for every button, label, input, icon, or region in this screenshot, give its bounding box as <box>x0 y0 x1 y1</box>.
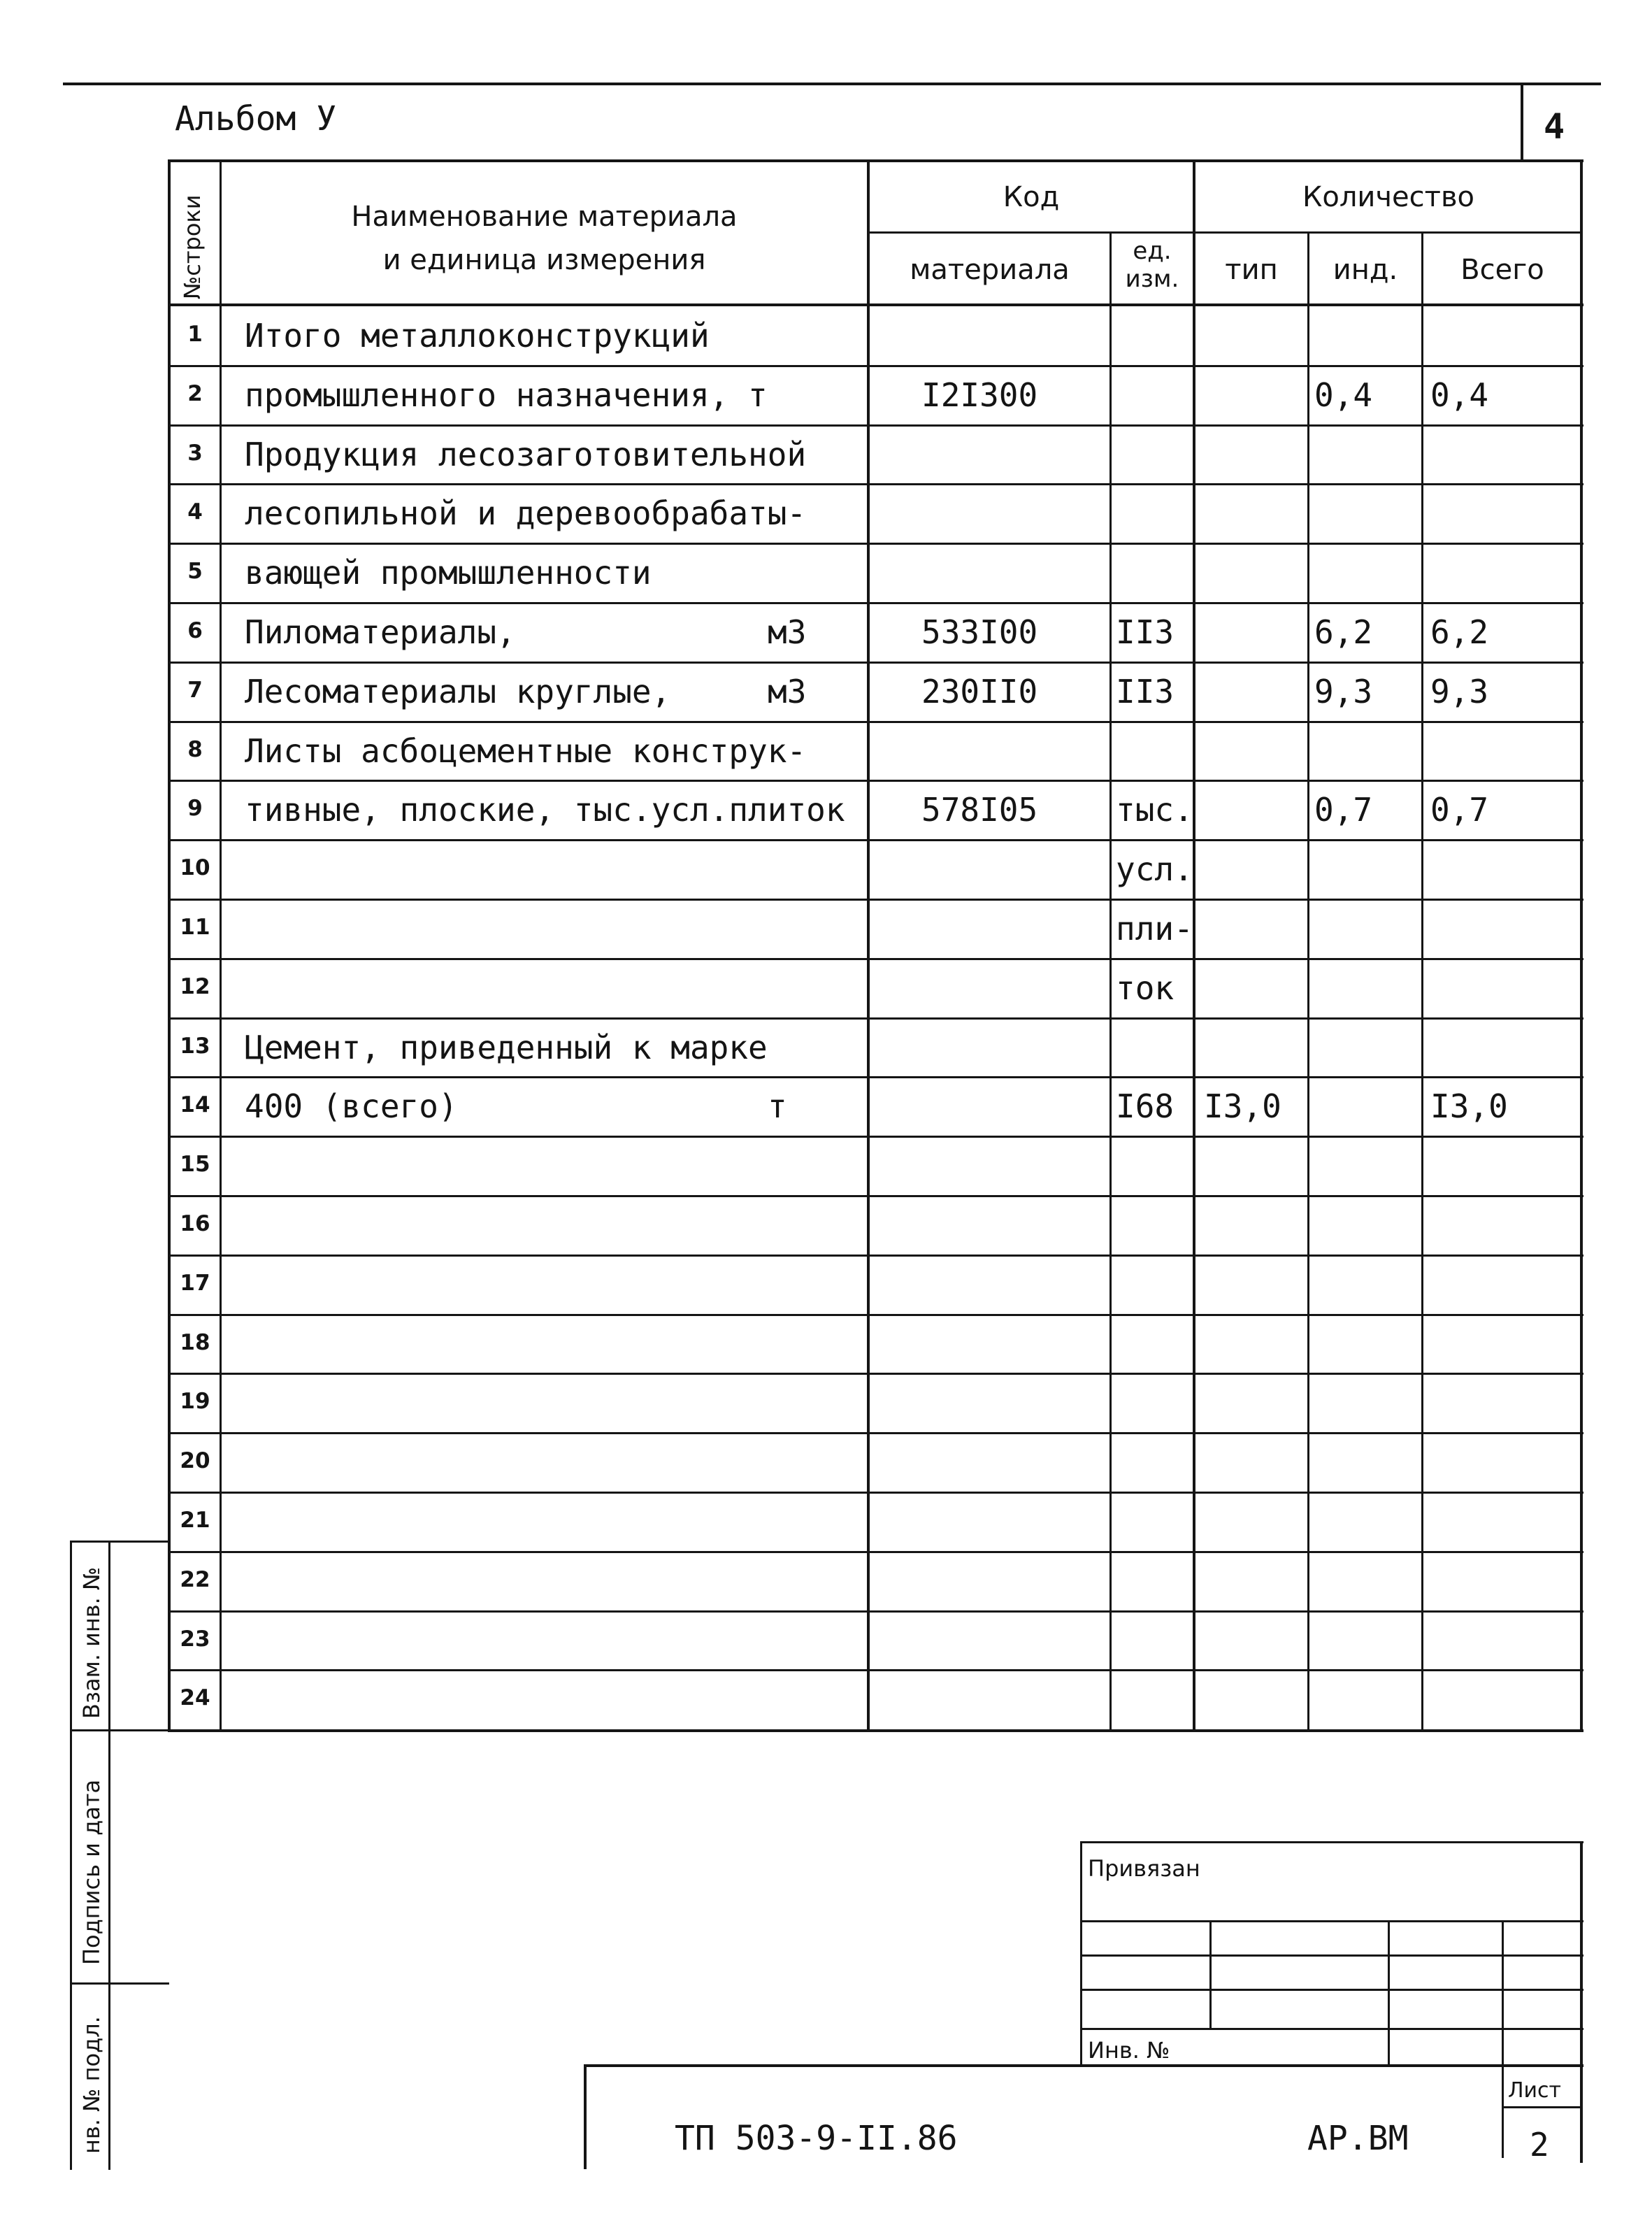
row-number: 19 <box>180 1389 210 1414</box>
qty-ind: 6,2 <box>1314 613 1373 651</box>
sheet-number: 2 <box>1530 2126 1549 2164</box>
stamp-vzam-inv: Взам. инв. № <box>78 1566 105 1719</box>
qty-total: 0,7 <box>1430 791 1489 829</box>
qty-total: 0,4 <box>1430 376 1489 414</box>
row-number: 21 <box>180 1508 210 1533</box>
row-number: 8 <box>187 737 203 762</box>
material-code: 578I05 <box>921 791 1038 829</box>
document-mark: АР.ВМ <box>1307 2119 1409 2158</box>
qty-total: I3,0 <box>1430 1087 1508 1125</box>
material-name: тивные, плоские, тыс.усл.плиток <box>245 791 845 829</box>
row-number: 3 <box>187 441 203 466</box>
album-label: Альбом У <box>175 99 337 138</box>
material-code: I2I300 <box>921 376 1038 414</box>
material-name: Цемент, приведенный к марке <box>245 1029 768 1066</box>
material-unit: т <box>768 1087 787 1125</box>
row-number: 5 <box>187 559 203 584</box>
row-number: 2 <box>187 381 203 406</box>
material-code: 230II0 <box>921 673 1038 710</box>
code-header: Код <box>1003 181 1060 213</box>
unit-header-line1: ед. <box>1133 237 1172 265</box>
qty-total: 9,3 <box>1430 673 1489 710</box>
row-number-header: №строки <box>179 194 206 299</box>
row-number: 4 <box>187 499 203 524</box>
sheet-label: Лист <box>1508 2078 1562 2103</box>
unit-code: ток <box>1116 969 1175 1007</box>
unit-code: II3 <box>1116 673 1175 710</box>
row-number: 17 <box>180 1271 210 1296</box>
unit-header-line2: изм. <box>1125 265 1179 293</box>
qty-ind: 0,4 <box>1314 376 1373 414</box>
name-header-line1: Наименование материала <box>351 201 738 233</box>
qty-ind: I3,0 <box>1204 1087 1281 1125</box>
row-number: 18 <box>180 1330 210 1355</box>
qty-ind-header: инд. <box>1333 254 1398 286</box>
row-number: 16 <box>180 1211 210 1236</box>
row-number: 14 <box>180 1092 210 1117</box>
material-name: Итого металлоконструкций <box>245 317 710 355</box>
privyazan-label: Привязан <box>1088 1855 1200 1882</box>
unit-code: пли- <box>1116 910 1193 948</box>
row-number: 22 <box>180 1567 210 1592</box>
row-number: 12 <box>180 974 210 999</box>
row-number: 1 <box>187 322 203 347</box>
qty-ind: 9,3 <box>1314 673 1373 710</box>
row-number: 10 <box>180 855 210 880</box>
row-number: 7 <box>187 678 203 703</box>
row-number: 9 <box>187 796 203 821</box>
unit-code: I68 <box>1116 1087 1175 1125</box>
material-name: 400 (всего) <box>245 1087 458 1125</box>
code-material-header: материала <box>910 254 1070 286</box>
inv-no-label: Инв. № <box>1088 2037 1170 2064</box>
stamp-podpis-data: Подпись и дата <box>78 1779 105 1965</box>
material-name: Листы асбоцементные конструк- <box>245 732 807 770</box>
row-number: 11 <box>180 915 210 940</box>
material-name: Продукция лесозаготовительной <box>245 436 807 473</box>
material-name: Пиломатериалы, <box>245 613 516 651</box>
material-code: 533I00 <box>921 613 1038 651</box>
page-number: 4 <box>1544 106 1565 147</box>
material-name: Лесоматериалы круглые, <box>245 673 671 710</box>
name-header-line2: и единица измерения <box>382 244 706 276</box>
row-number: 20 <box>180 1448 210 1473</box>
material-unit: м3 <box>768 673 807 710</box>
row-number: 13 <box>180 1034 210 1059</box>
unit-code: II3 <box>1116 613 1175 651</box>
row-number: 15 <box>180 1152 210 1177</box>
qty-total: 6,2 <box>1430 613 1489 651</box>
qty-total-header: Всего <box>1460 254 1544 286</box>
material-unit: м3 <box>768 613 807 651</box>
unit-code: тыс. <box>1116 791 1193 829</box>
document-code: ТП 503-9-II.86 <box>675 2119 958 2158</box>
stamp-inv-podl: нв. № подл. <box>78 2016 105 2154</box>
qty-ind: 0,7 <box>1314 791 1373 829</box>
material-name: лесопильной и деревообрабаты- <box>245 494 807 532</box>
row-number: 23 <box>180 1627 210 1652</box>
unit-code: усл. <box>1116 850 1193 888</box>
row-number: 6 <box>187 618 203 643</box>
material-name: промышленного назначения, т <box>245 376 768 414</box>
row-number: 24 <box>180 1685 210 1710</box>
quantity-header: Количество <box>1302 181 1474 213</box>
qty-type-header: тип <box>1225 254 1278 286</box>
material-name: вающей промышленности <box>245 554 652 592</box>
